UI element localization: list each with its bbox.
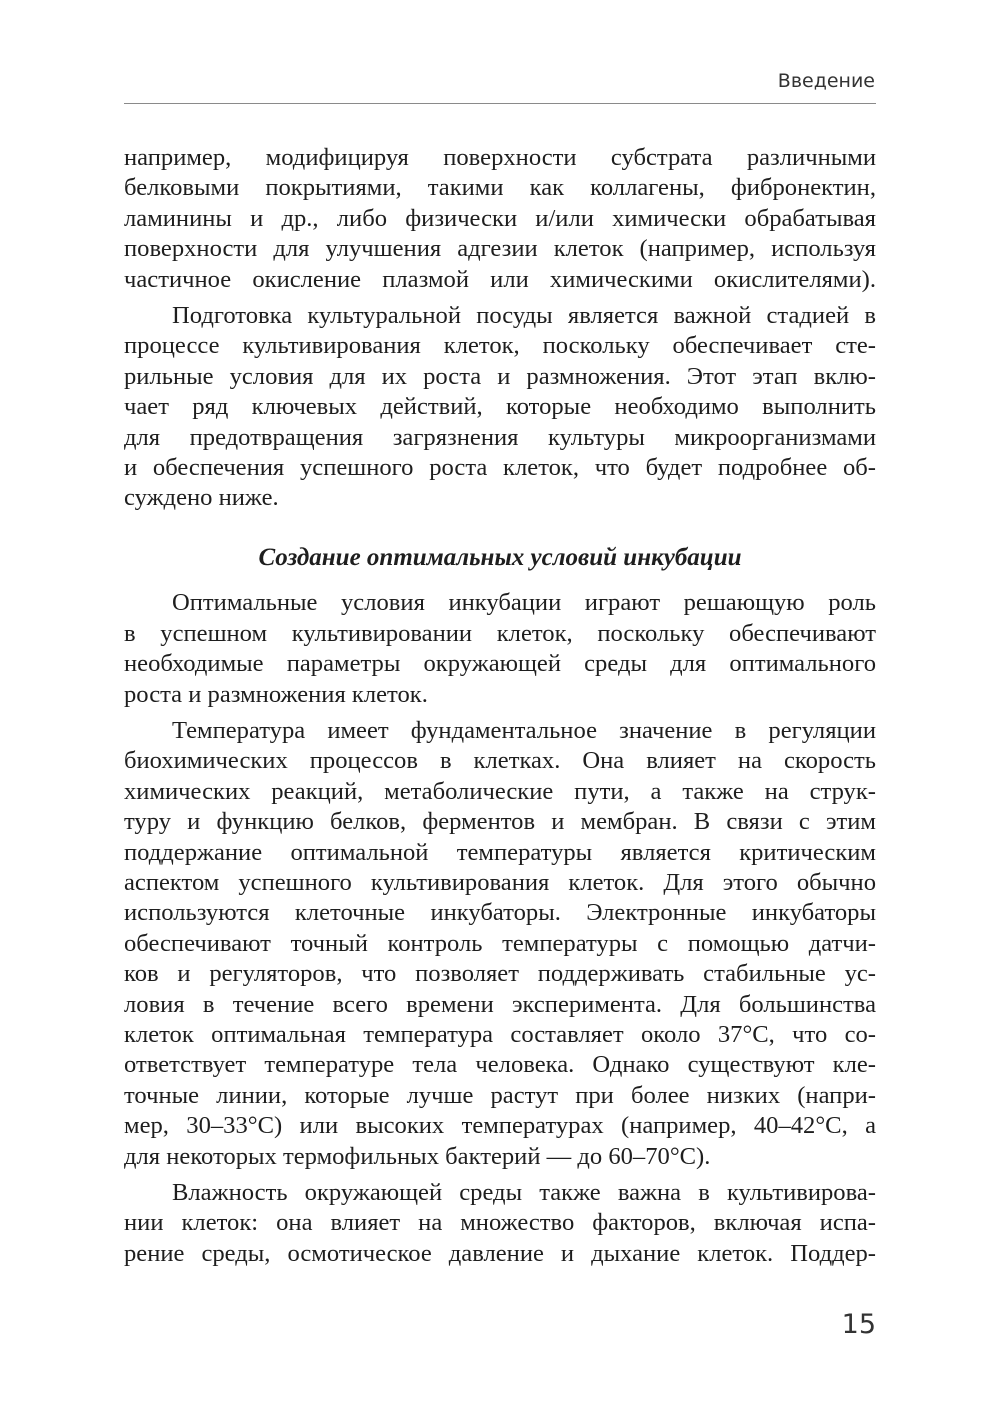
paragraph <box>124 716 876 1172</box>
text-line: ловия в течение всего времени эксперимента. Для большинства <box>124 990 876 1018</box>
text-line: ков и регуляторов, что позволяет поддерживать стабильные ус- <box>124 960 876 988</box>
text-line: белковыми покрытиями, такими как коллагены, фибронектин, <box>124 174 876 202</box>
text-line: частичное окисление плазмой или химическими окислителями). <box>124 265 876 293</box>
running-head: Введение <box>777 70 875 92</box>
text-line: мер, 30–33°C) или высоких температурах (например, 40–42°C, а <box>124 1112 876 1140</box>
text-line: процессе культивирования клеток, поскольку обеспечивает сте- <box>124 332 876 360</box>
text-line: ламинины и др., либо физически и/или химически обрабатывая <box>124 204 876 232</box>
text-line: роста и размножения клеток. <box>124 680 428 708</box>
paragraph <box>124 143 876 295</box>
text-line: биохимических процессов в клетках. Она влияет на скорость <box>124 747 876 775</box>
text-line: Влажность окружающей среды также важна в культивирова- <box>172 1179 876 1206</box>
text-line: обеспечивают точный контроль температуры с помощью датчи- <box>124 929 876 957</box>
text-line: химических реакций, метаболические пути, а также на струк- <box>124 777 876 805</box>
text-line: Температура имеет фундаментальное значение в регуляции <box>172 716 876 744</box>
text-line: поверхности для улучшения адгезии клеток (например, используя <box>124 235 876 263</box>
text-line: для некоторых термофильных бактерий — до 60–70°C). <box>124 1142 711 1170</box>
paragraph <box>124 588 876 710</box>
text-line: необходимые параметры окружающей среды для оптимального <box>124 650 876 678</box>
section-heading: Создание оптимальных условий инкубации <box>258 543 742 571</box>
paragraph <box>124 1178 876 1269</box>
header-divider <box>124 103 876 104</box>
text-line: аспектом успешного культивирования клеток. Для этого обычно <box>124 868 876 896</box>
text-line: в успешном культивировании клеток, поскольку обеспечивают <box>124 619 876 647</box>
text-line: Оптимальные условия инкубации играют решающую роль <box>172 589 876 617</box>
text-line: для предотвращения загрязнения культуры микроорганизмами <box>124 423 876 451</box>
text-line: рильные условия для их роста и размножения. Этот этап вклю- <box>124 362 876 390</box>
page-number: 15 <box>841 1309 876 1340</box>
text-line: туру и функцию белков, ферментов и мембран. В связи с этим <box>124 808 876 836</box>
paragraph <box>124 301 876 514</box>
text-line: чает ряд ключевых действий, которые необходимо выполнить <box>124 393 876 421</box>
text-line: ответствует температуре тела человека. Однако существуют кле- <box>124 1051 876 1079</box>
text-line: поддержание оптимальной температуры является критическим <box>124 838 876 866</box>
text-line: рение среды, осмотическое давление и дыхание клеток. Поддер- <box>124 1239 876 1267</box>
text-line: Подготовка культуральной посуды является важной стадией в <box>172 302 876 330</box>
text-line: суждено ниже. <box>124 484 279 512</box>
text-line: клеток оптимальная температура составляет около 37°C, что со- <box>124 1020 876 1048</box>
page-body <box>124 143 876 1269</box>
text-line: например, модифицируя поверхности субстрата различными <box>124 144 876 171</box>
text-line: и обеспечения успешного роста клеток, что будет подробнее об- <box>124 454 876 482</box>
text-line: используются клеточные инкубаторы. Электронные инкубаторы <box>124 899 876 927</box>
text-line: нии клеток: она влияет на множество факторов, включая испа- <box>124 1209 876 1237</box>
text-line: точные линии, которые лучше растут при более низких (напри- <box>124 1081 876 1109</box>
